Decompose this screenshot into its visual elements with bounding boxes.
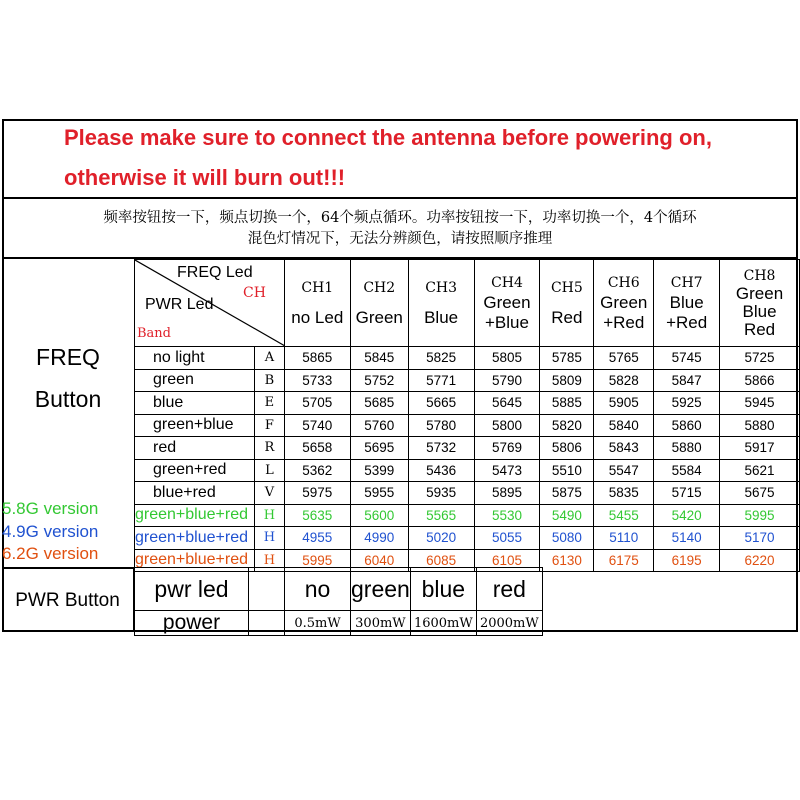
frequency-cell: 5785 xyxy=(540,347,594,370)
frequency-cell: 5020 xyxy=(408,527,474,550)
channel-label: CH2 xyxy=(363,280,396,296)
power-value-3: 1600mW xyxy=(410,611,476,636)
version-name: 4.9G version xyxy=(2,522,99,541)
frequency-cell: 5732 xyxy=(408,437,474,460)
pwr-led-label: pwr led xyxy=(135,568,249,611)
frequency-cell: 5635 xyxy=(284,504,350,527)
frequency-cell: 5110 xyxy=(594,527,654,550)
freq-button-label xyxy=(2,336,134,420)
version-led: green+blue+red xyxy=(135,549,255,572)
frequency-cell: 5860 xyxy=(654,414,720,437)
frequency-cell: 5705 xyxy=(284,392,350,415)
channel-label: CH8 xyxy=(743,268,776,284)
frequency-cell: 5809 xyxy=(540,369,594,392)
frequency-cell: 5055 xyxy=(474,527,540,550)
band-led: blue+red xyxy=(135,482,255,505)
frequency-cell: 5885 xyxy=(540,392,594,415)
version-6-2g-label xyxy=(2,544,98,564)
version-row xyxy=(135,527,800,550)
frequency-cell: 5080 xyxy=(540,527,594,550)
channel-label: CH3 xyxy=(425,280,458,296)
pwr-button-label: PWR Button xyxy=(2,567,134,632)
channel-header-7 xyxy=(654,260,720,347)
frequency-cell: 4990 xyxy=(350,527,408,550)
frequency-cell: 5840 xyxy=(594,414,654,437)
frequency-cell: 5765 xyxy=(594,347,654,370)
frequency-cell: 5436 xyxy=(408,459,474,482)
frequency-cell: 5806 xyxy=(540,437,594,460)
channel-label: CH1 xyxy=(301,280,334,296)
version-name: 6.2G version xyxy=(2,544,99,563)
frequency-cell: 5565 xyxy=(408,504,474,527)
frequency-cell: 5473 xyxy=(474,459,540,482)
frequency-cell: 5905 xyxy=(594,392,654,415)
channel-header-4 xyxy=(474,260,540,347)
channel-led: Green xyxy=(735,284,784,303)
band-row xyxy=(135,437,800,460)
power-value-1: 0.5mW xyxy=(285,611,351,636)
frequency-cell: 5530 xyxy=(474,504,540,527)
channel-led: Red xyxy=(743,320,776,339)
frequency-cell: 5847 xyxy=(654,369,720,392)
spacer-cell xyxy=(249,568,285,611)
channel-header-1 xyxy=(284,260,350,347)
frequency-cell: 5490 xyxy=(540,504,594,527)
channel-header-8 xyxy=(720,260,800,347)
channel-led: Green xyxy=(483,293,531,312)
channel-led: Blue xyxy=(424,308,459,327)
frequency-cell: 5752 xyxy=(350,369,408,392)
frequency-cell: 5600 xyxy=(350,504,408,527)
channel-header-3 xyxy=(408,260,474,347)
frequency-cell: 5399 xyxy=(350,459,408,482)
channel-label: CH7 xyxy=(670,275,703,291)
power-value-2: 300mW xyxy=(351,611,411,636)
band-led: green xyxy=(135,369,255,392)
channel-label: CH5 xyxy=(550,280,583,296)
frequency-cell: 6195 xyxy=(654,549,720,572)
freq-led-label: FREQ Led xyxy=(177,264,253,281)
channel-led: Green xyxy=(355,308,403,327)
frequency-cell: 5845 xyxy=(350,347,408,370)
channel-label: CH6 xyxy=(607,275,640,291)
version-4-9g-label xyxy=(2,522,98,542)
band-row xyxy=(135,482,800,505)
frequency-cell: 5935 xyxy=(408,482,474,505)
band-led: blue xyxy=(135,392,255,415)
warning-banner xyxy=(2,119,798,199)
band-row xyxy=(135,414,800,437)
freq-button-line-1: FREQ xyxy=(36,344,100,370)
channel-led: Blue xyxy=(669,293,704,312)
frequency-cell: 5733 xyxy=(284,369,350,392)
channel-led: Green xyxy=(600,293,648,312)
frequency-cell: 5805 xyxy=(474,347,540,370)
frequency-cell: 5645 xyxy=(474,392,540,415)
frequency-cell: 5170 xyxy=(720,527,800,550)
frequency-cell: 5865 xyxy=(284,347,350,370)
band-row xyxy=(135,392,800,415)
frequency-cell: 6040 xyxy=(350,549,408,572)
frequency-cell: 5828 xyxy=(594,369,654,392)
instructions-line-1: 频率按钮按一下，频点切换一个，64个频点循环。功率按钮按一下，功率切换一个，4个循环 xyxy=(103,210,697,226)
frequency-cell: 5917 xyxy=(720,437,800,460)
frequency-cell: 5510 xyxy=(540,459,594,482)
frequency-cell: 5820 xyxy=(540,414,594,437)
frequency-cell: 6130 xyxy=(540,549,594,572)
frequency-cell: 6105 xyxy=(474,549,540,572)
band-row xyxy=(135,369,800,392)
band-led: no light xyxy=(135,347,255,370)
pwr-led-label: PWR Led xyxy=(145,296,214,313)
frequency-cell: 5362 xyxy=(284,459,350,482)
frequency-cell: 5880 xyxy=(654,437,720,460)
pwr-led-2: green xyxy=(351,568,411,611)
channel-led: Red xyxy=(551,308,583,327)
frequency-cell: 5866 xyxy=(720,369,800,392)
frequency-cell: 5769 xyxy=(474,437,540,460)
frequency-cell: 5895 xyxy=(474,482,540,505)
channel-led: +Red xyxy=(603,313,645,332)
header-row xyxy=(135,260,800,347)
power-table xyxy=(134,567,543,636)
frequency-cell: 5547 xyxy=(594,459,654,482)
instructions-line-2: 混色灯情况下，无法分辨颜色，请按照顺序推理 xyxy=(247,231,553,247)
frequency-cell: 5675 xyxy=(720,482,800,505)
version-letter: H xyxy=(254,504,284,527)
band-letter: B xyxy=(254,369,284,392)
frequency-cell: 5695 xyxy=(350,437,408,460)
pwr-led-4: red xyxy=(476,568,542,611)
warning-line-2: otherwise it will burn out!!! xyxy=(64,165,346,190)
frequency-cell: 5725 xyxy=(720,347,800,370)
corner-cell xyxy=(135,260,285,347)
instructions xyxy=(2,199,798,259)
version-5-8g-label xyxy=(2,499,98,519)
frequency-cell: 5584 xyxy=(654,459,720,482)
band-letter: L xyxy=(254,459,284,482)
frequency-cell: 5665 xyxy=(408,392,474,415)
pwr-led-1: no xyxy=(285,568,351,611)
version-name: 5.8G version xyxy=(2,499,99,518)
channel-led: no Led xyxy=(291,308,344,327)
frequency-cell: 5658 xyxy=(284,437,350,460)
channel-led: Blue xyxy=(742,302,777,321)
power-value-4: 2000mW xyxy=(476,611,542,636)
frequency-cell: 5955 xyxy=(350,482,408,505)
frequency-cell: 5771 xyxy=(408,369,474,392)
frequency-cell: 5745 xyxy=(654,347,720,370)
power-label: power xyxy=(135,611,249,636)
frequency-cell: 5880 xyxy=(720,414,800,437)
band-letter: F xyxy=(254,414,284,437)
frequency-cell: 5790 xyxy=(474,369,540,392)
band-letter: A xyxy=(254,347,284,370)
frequency-cell: 5995 xyxy=(720,504,800,527)
version-row xyxy=(135,504,800,527)
frequency-cell: 5685 xyxy=(350,392,408,415)
channel-header-6 xyxy=(594,260,654,347)
frequency-cell: 5800 xyxy=(474,414,540,437)
band-letter: R xyxy=(254,437,284,460)
band-row xyxy=(135,459,800,482)
version-letter: H xyxy=(254,549,284,572)
frequency-cell: 5740 xyxy=(284,414,350,437)
power-value-row xyxy=(135,611,543,636)
ch-label: CH xyxy=(243,285,266,301)
frequency-cell: 5995 xyxy=(284,549,350,572)
frequency-cell: 5825 xyxy=(408,347,474,370)
channel-led: +Red xyxy=(666,313,708,332)
frequency-cell: 6085 xyxy=(408,549,474,572)
frequency-cell: 5780 xyxy=(408,414,474,437)
frequency-cell: 5760 xyxy=(350,414,408,437)
frequency-cell: 5420 xyxy=(654,504,720,527)
frequency-cell: 5455 xyxy=(594,504,654,527)
frequency-cell: 5621 xyxy=(720,459,800,482)
frequency-cell: 5975 xyxy=(284,482,350,505)
channel-header-5 xyxy=(540,260,594,347)
frequency-cell: 5875 xyxy=(540,482,594,505)
warning-line-1: Please make sure to connect the antenna before powering on, xyxy=(64,125,712,150)
channel-led: +Blue xyxy=(485,313,529,332)
frequency-cell: 4955 xyxy=(284,527,350,550)
band-letter: E xyxy=(254,392,284,415)
frequency-cell: 6175 xyxy=(594,549,654,572)
band-led: green+red xyxy=(135,459,255,482)
frequency-cell: 5715 xyxy=(654,482,720,505)
freq-button-line-2: Button xyxy=(34,386,102,412)
band-led: green+blue xyxy=(135,414,255,437)
frequency-cell: 6220 xyxy=(720,549,800,572)
spacer-cell xyxy=(249,611,285,636)
band-label: Band xyxy=(137,326,171,341)
frequency-table xyxy=(134,259,800,572)
band-led: red xyxy=(135,437,255,460)
pwr-led-3: blue xyxy=(410,568,476,611)
frequency-cell: 5945 xyxy=(720,392,800,415)
band-letter: V xyxy=(254,482,284,505)
frequency-cell: 5835 xyxy=(594,482,654,505)
version-led: green+blue+red xyxy=(135,527,255,550)
channel-label: CH4 xyxy=(491,275,523,291)
channel-header-2 xyxy=(350,260,408,347)
frequency-cell: 5843 xyxy=(594,437,654,460)
version-led: green+blue+red xyxy=(135,504,255,527)
band-row xyxy=(135,347,800,370)
power-led-row xyxy=(135,568,543,611)
frequency-cell: 5140 xyxy=(654,527,720,550)
frequency-cell: 5925 xyxy=(654,392,720,415)
version-letter: H xyxy=(254,527,284,550)
